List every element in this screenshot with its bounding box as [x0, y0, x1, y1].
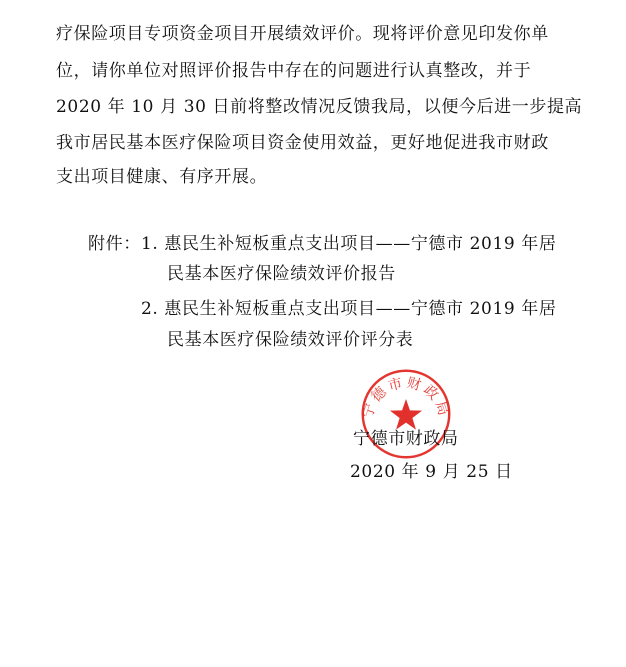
body-line-1: 疗保险项目专项资金项目开展绩效评价。现将评价意见印发你单	[56, 24, 549, 44]
seal-text: 宁德市财政局	[359, 375, 453, 421]
attachments-label: 附件：	[88, 234, 141, 254]
body-line-4: 我市居民基本医疗保险项目资金使用效益，更好地促进我市财政	[56, 133, 549, 153]
attachment-1-line-2: 民基本医疗保险绩效评价报告	[167, 264, 396, 284]
signature-date: 2020 年 9 月 25 日	[350, 462, 513, 482]
signer-organization: 宁德市财政局	[353, 429, 459, 449]
body-line-3: 2020 年 10 月 30 日前将整改情况反馈我局，以便今后进一步提高	[56, 97, 583, 117]
body-line-5: 支出项目健康、有序开展。	[56, 167, 268, 187]
attachment-1-line-1: 1. 惠民生补短板重点支出项目——宁德市 2019 年居	[141, 234, 557, 254]
attachment-2-line-2: 民基本医疗保险绩效评价评分表	[167, 330, 414, 350]
attachment-2-line-1: 2. 惠民生补短板重点支出项目——宁德市 2019 年居	[141, 299, 557, 319]
seal-star-icon	[390, 399, 422, 430]
body-line-2: 位，请你单位对照评价报告中存在的问题进行认真整改，并于	[56, 61, 532, 81]
